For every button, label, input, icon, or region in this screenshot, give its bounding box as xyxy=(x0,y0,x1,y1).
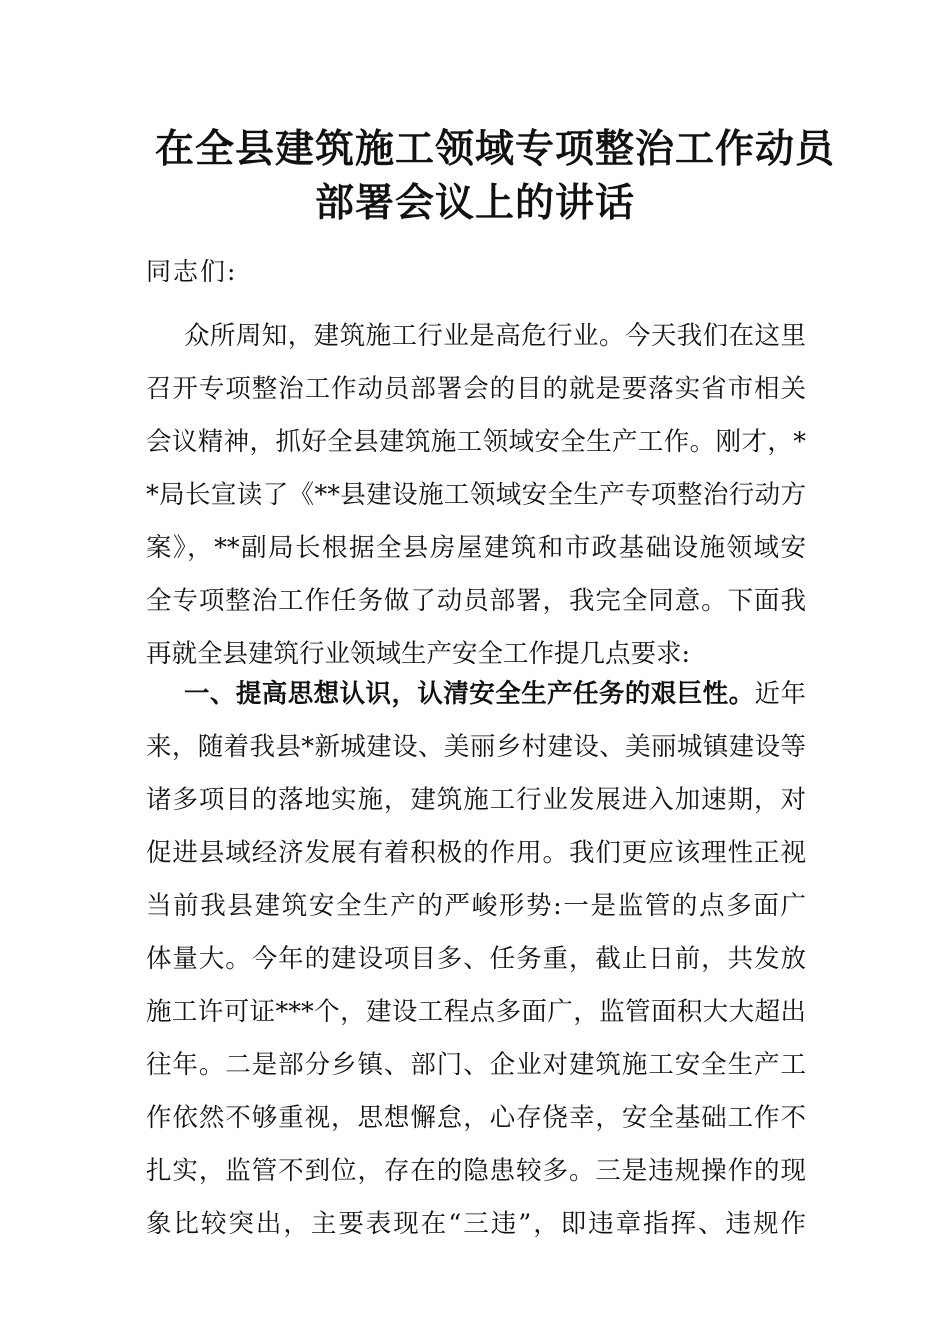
paragraph-line: 当前我县建筑安全生产的严峻形势:一是监管的点多面广 xyxy=(146,891,806,921)
paragraph-line: 众所周知，建筑施工行业是高危行业。今天我们在这里 xyxy=(184,321,806,351)
paragraph-line: *局长宣读了《**县建设施工领域安全生产专项整治行动方 xyxy=(146,480,806,510)
section-heading: 一、提高思想认识，认清安全生产任务的艰巨性。 xyxy=(184,679,755,709)
document-title-line-2: 部署会议上的讲话 xyxy=(314,180,635,226)
paragraph-intro xyxy=(146,310,806,681)
paragraph-line: 全专项整治工作任务做了动员部署，我完全同意。下面我 xyxy=(146,586,806,616)
paragraph-line: 再就全县建筑行业领域生产安全工作提几点要求: xyxy=(146,639,691,669)
paragraph-line: 往年。二是部分乡镇、部门、企业对建筑施工安全生产工 xyxy=(146,1050,806,1080)
paragraph-line: 作依然不够重视，思想懈怠，心存侥幸，安全基础工作不 xyxy=(146,1103,806,1133)
heading-tail-text: 近年 xyxy=(754,679,806,709)
paragraph-line: 诸多项目的落地实施，建筑施工行业发展进入加速期，对 xyxy=(146,785,806,815)
paragraph-section-one xyxy=(146,668,806,1251)
paragraph-line: 案》，**副局长根据全县房屋建筑和市政基础设施领域安 xyxy=(146,533,806,563)
paragraph-line: 扎实，监管不到位，存在的隐患较多。三是违规操作的现 xyxy=(146,1156,806,1186)
paragraph-line xyxy=(146,668,806,721)
paragraph-line: 会议精神，抓好全县建筑施工领域安全生产工作。刚才，* xyxy=(146,427,806,457)
paragraph-line: 象比较突出，主要表现在“三违”，即违章指挥、违规作 xyxy=(146,1209,806,1239)
document-title-line-1: 在全县建筑施工领域专项整治工作动员 xyxy=(154,126,835,172)
salutation: 同志们: xyxy=(146,257,238,286)
paragraph-line: 施工许可证***个，建设工程点多面广，监管面积大大超出 xyxy=(146,997,806,1027)
paragraph-line: 体量大。今年的建设项目多、任务重，截止日前，共发放 xyxy=(146,944,806,974)
paragraph-line: 召开专项整治工作动员部署会的目的就是要落实省市相关 xyxy=(146,374,806,404)
paragraph-line: 来，随着我县*新城建设、美丽乡村建设、美丽城镇建设等 xyxy=(146,732,806,762)
paragraph-line: 促进县域经济发展有着积极的作用。我们更应该理性正视 xyxy=(146,838,806,868)
